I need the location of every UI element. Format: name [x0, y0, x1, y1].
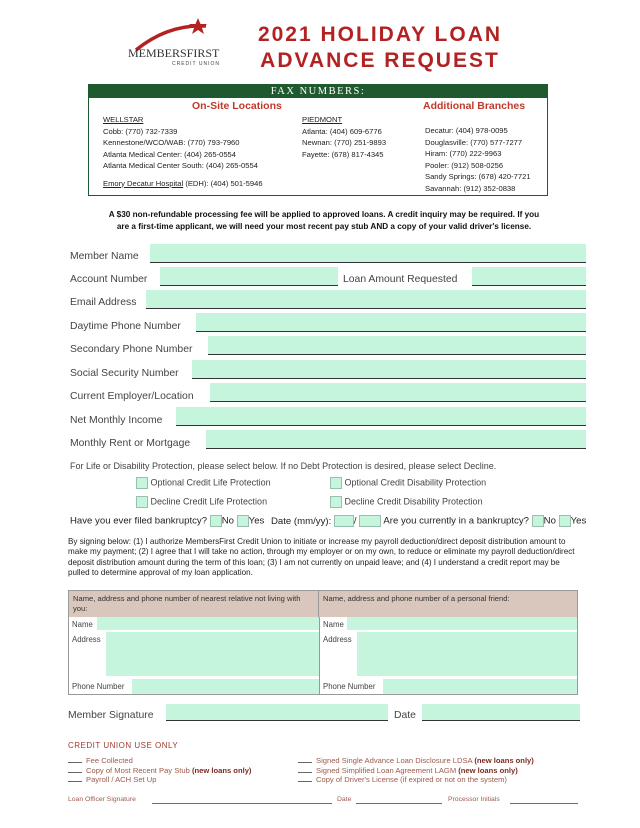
relative-phone-label: Phone Number	[72, 682, 125, 691]
branch-item: Pooler: (912) 508-0256	[425, 160, 504, 170]
decline-disability-option[interactable]	[330, 496, 483, 508]
cu-item: Signed Simplified Loan Agreement LAGM (new loans only)	[298, 766, 534, 776]
cu-item: Copy of Driver's License (if expired or not on the system)	[298, 775, 534, 785]
bankruptcy-question: Have you ever filed bankruptcy?	[70, 515, 208, 527]
relative-address-field[interactable]	[106, 632, 319, 676]
logo	[128, 16, 223, 72]
cu-item: Payroll / ACH Set Up	[68, 775, 251, 785]
daytime-phone-field[interactable]	[196, 313, 586, 332]
friend-name-label: Name	[323, 620, 344, 629]
current-no-label: No	[543, 515, 556, 527]
decline-life-option[interactable]	[136, 496, 267, 508]
bankruptcy-year-field[interactable]	[359, 515, 381, 527]
processor-initials-label: Processor Initials	[448, 796, 500, 803]
branch-item: Douglasville: (770) 577-7277	[425, 137, 523, 147]
employer-label: Current Employer/Location	[70, 391, 194, 402]
bankruptcy-date-label: Date (mm/yy):	[271, 515, 332, 527]
wellstar-label: WELLSTAR	[103, 115, 144, 124]
optional-life-option[interactable]	[136, 477, 271, 489]
friend-phone-label: Phone Number	[323, 682, 376, 691]
title-line-1: 2021 HOLIDAY LOAN	[257, 23, 503, 46]
protection-instruction: For Life or Disability Protection, please select below. If no Debt Protection is desired, please select Decline.	[70, 461, 497, 471]
signature-date-label: Date	[394, 710, 416, 721]
optional-disability-label: Optional Credit Disability Protection	[344, 477, 487, 488]
fax-numbers-box	[88, 84, 548, 196]
decline-disability-checkbox[interactable]	[330, 496, 342, 508]
current-no-checkbox[interactable]	[532, 515, 544, 527]
branch-item: Hiram: (770) 222-9963	[425, 149, 502, 158]
cu-item: Copy of Most Recent Pay Stub (new loans only)	[68, 766, 251, 776]
references-box	[68, 590, 578, 695]
branch-item: Savannah: (912) 352-0838	[425, 183, 516, 193]
officer-signature-label: Loan Officer Signature	[68, 796, 136, 803]
date-slash: /	[353, 515, 357, 527]
optional-life-label: Optional Credit Life Protection	[150, 477, 271, 488]
rent-field[interactable]	[206, 430, 586, 449]
optional-disability-checkbox[interactable]	[330, 477, 342, 489]
page-title	[240, 22, 520, 74]
emory-item: Emory Decatur Hospital (EDH): (404) 501-5946	[103, 178, 263, 188]
wellstar-item: Atlanta Medical Center South: (404) 265-0554	[103, 161, 258, 170]
wellstar-item: Atlanta Medical Center: (404) 265-0554	[103, 149, 236, 159]
friend-header: Name, address and phone number of a personal friend:	[319, 591, 577, 617]
friend-address-label: Address	[323, 635, 352, 644]
ssn-label: Social Security Number	[70, 368, 179, 379]
email-field[interactable]	[146, 290, 586, 309]
relative-header: Name, address and phone number of nearest relative not living with you:	[69, 591, 319, 617]
piedmont-item: Newnan: (770) 251-9893	[302, 138, 387, 147]
onsite-heading: On-Site Locations	[192, 100, 282, 112]
decline-life-label: Decline Credit Life Protection	[150, 496, 268, 507]
relative-address-label: Address	[72, 635, 101, 644]
daytime-phone-label: Daytime Phone Number	[70, 321, 181, 332]
loan-amount-field[interactable]	[472, 267, 586, 286]
bankruptcy-no-checkbox[interactable]	[210, 515, 222, 527]
piedmont-item: Fayette: (678) 817-4345	[302, 149, 384, 159]
member-name-field[interactable]	[150, 244, 586, 263]
account-number-label: Account Number	[70, 274, 148, 285]
current-yes-label: Yes	[570, 515, 587, 527]
notice-line-2: are a first-time applicant, we will need your most recent pay stub AND a copy of your valid driver's license.	[116, 222, 532, 231]
bankruptcy-no-label: No	[221, 515, 234, 527]
cu-item: Signed Single Advance Loan Disclosure LDSA (new loans only)	[298, 756, 534, 766]
wellstar-item: Kennestone/WCO/WAB: (770) 793-7960	[103, 138, 240, 147]
piedmont-item: Atlanta: (404) 609-6776	[302, 126, 382, 136]
cu-item: Fee Collected	[68, 756, 251, 766]
notice-line-1: A $30 non-refundable processing fee will be applied to approved loans. A credit inquiry may be required. If you	[108, 210, 540, 219]
relative-name-field[interactable]	[97, 617, 319, 630]
optional-disability-option[interactable]	[330, 477, 486, 489]
employer-field[interactable]	[210, 383, 586, 402]
reference-divider	[319, 617, 320, 695]
loan-amount-label: Loan Amount Requested	[343, 274, 458, 285]
title-line-2: ADVANCE REQUEST	[260, 49, 500, 72]
relative-name-label: Name	[72, 620, 93, 629]
logo-text: MEMBERSFIRST	[128, 46, 220, 60]
wellstar-item: Cobb: (770) 732-7339	[103, 126, 178, 136]
officer-date-label: Date	[337, 796, 352, 803]
bankruptcy-yes-checkbox[interactable]	[237, 515, 249, 527]
current-yes-checkbox[interactable]	[559, 515, 571, 527]
officer-signature-line[interactable]	[152, 803, 332, 804]
piedmont-label: PIEDMONT	[302, 115, 343, 124]
secondary-phone-label: Secondary Phone Number	[70, 344, 193, 355]
decline-disability-label: Decline Credit Disability Protection	[344, 496, 483, 507]
officer-date-line[interactable]	[356, 803, 442, 804]
member-name-label: Member Name	[70, 251, 139, 262]
bankruptcy-month-field[interactable]	[334, 515, 354, 527]
decline-life-checkbox[interactable]	[136, 496, 148, 508]
friend-phone-field[interactable]	[383, 679, 577, 694]
optional-life-checkbox[interactable]	[136, 477, 148, 489]
cu-left-list	[68, 756, 251, 785]
piedmont-column	[302, 114, 386, 160]
email-label: Email Address	[70, 297, 137, 308]
fee-notice	[68, 209, 580, 233]
rent-label: Monthly Rent or Mortgage	[70, 438, 191, 449]
relative-phone-field[interactable]	[132, 679, 319, 694]
bankruptcy-yes-label: Yes	[248, 515, 265, 527]
secondary-phone-field[interactable]	[208, 336, 586, 355]
bankruptcy-row	[70, 515, 586, 527]
additional-heading: Additional Branches	[423, 100, 526, 112]
fax-heading: FAX NUMBERS:	[89, 85, 547, 98]
friend-address-field[interactable]	[357, 632, 577, 676]
net-income-label: Net Monthly Income	[70, 415, 163, 426]
current-bankruptcy-question: Are you currently in a bankruptcy?	[383, 515, 529, 527]
ssn-field[interactable]	[192, 360, 586, 379]
wellstar-column	[103, 114, 263, 189]
signature-date-field[interactable]	[422, 704, 580, 721]
authorization-text: By signing below: (1) I authorize MembersFirst Credit Union to initiate or increase my payroll deduction/direct deposit distribution amount to make my payment; (2) I agree that I will take no action, through my employer or on my own, to reduce or eliminate my payroll deduction/direct deposit distribution amount during the term of this loan; (3) I am not currently on unpaid leave; and (4) I understand a credit report may be pulled to determine approval of my loan application.	[68, 537, 575, 578]
friend-name-field[interactable]	[347, 617, 577, 630]
branch-item: Sandy Springs: (678) 420-7721	[425, 172, 531, 181]
net-income-field[interactable]	[176, 407, 586, 426]
account-number-field[interactable]	[160, 267, 338, 286]
logo-subtext: CREDIT UNION	[172, 61, 221, 67]
branch-item: Decatur: (404) 978-0095	[425, 126, 508, 135]
cu-right-list	[298, 756, 534, 785]
processor-initials-line[interactable]	[510, 803, 578, 804]
branches-column	[425, 125, 531, 194]
member-signature-field[interactable]	[166, 704, 388, 721]
cu-use-heading: CREDIT UNION USE ONLY	[68, 741, 179, 750]
member-signature-label: Member Signature	[68, 710, 154, 721]
